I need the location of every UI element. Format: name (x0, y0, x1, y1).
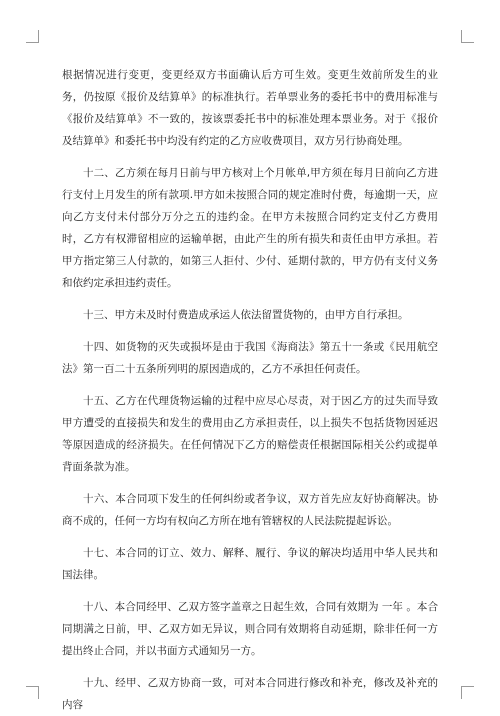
page-corner-mark-bottom-left (26, 686, 39, 699)
page-corner-mark-top-right (461, 30, 474, 43)
contract-clause-13: 十三、甲方未及时付费造成承运人依法留置货物的，由甲方自行承担。 (83, 309, 409, 321)
contract-clause-continuation: 根据情况进行变更，变更经双方书面确认后方可生效。变更生效前所发生的业务，仍按原《报价及结算单》的标准执行。若单票业务的委托书中的费用标准与《报价及结算单》不一致的，按该票委托书中的标准处理本票业务。对于《报价及结算单》和委托书中均没有约定的乙方应收费项目，双方另行协商处理。 (62, 69, 438, 147)
page-corner-mark-top-left (26, 30, 39, 43)
contract-clause-12: 十二、乙方须在每月日前与甲方核对上个月帐单,甲方须在每月日前向乙方进行支付上月发生的所有款项.甲方如未按照合同的规定准时付费，每逾期一天，应向乙方支付未付部分万分之五的违约金。在甲方未按照合同约定支付乙方费用时，乙方有权滞留相应的运输单据，由此产生的所有损失和责任由甲方承担。若甲方指定第三人付款的，如第三人拒付、少付、延期付款的，甲方仍有支付义务和依约定承担违约责任。 (62, 167, 438, 289)
document-page (62, 64, 438, 711)
contract-clause-18: 十八、本合同经甲、乙双方签字盖章之日起生效，合同有效期为 一年 。本合同期满之日前，甲、乙双方如无异议，则合同有效期将自动延期，除非任何一方提出终止合同，并以书面方式通知另一方。 (62, 601, 438, 657)
contract-clause-15: 十五、乙方在代理货物运输的过程中应尽心尽责，对于因乙方的过失而导致甲方遭受的直接损失和发生的费用由乙方承担责任，以上损失不包括货物因延迟等原因造成的经济损失。在任何情况下乙方的赔偿责任根据国际相关公约或提单背面条款为准。 (62, 395, 438, 473)
contract-clause-19: 十九、经甲、乙双方协商一致，可对本合同进行修改和补充，修改及补充的内容 (62, 677, 438, 711)
page-corner-mark-bottom-right (461, 686, 474, 699)
contract-clause-14: 十四、如货物的灭失或损坏是由于我国《海商法》第五十一条或《民用航空法》第一百二十五条所列明的原因造成的，乙方不承担任何责任。 (62, 341, 438, 375)
contract-clause-17: 十七、本合同的订立、效力、解释、履行、争议的解决均适用中华人民共和国法律。 (62, 547, 438, 581)
contract-clause-16: 十六、本合同项下发生的任何纠纷或者争议，双方首先应友好协商解决。协商不成的，任何一方均有权向乙方所在地有管辖权的人民法院提起诉讼。 (62, 493, 438, 527)
